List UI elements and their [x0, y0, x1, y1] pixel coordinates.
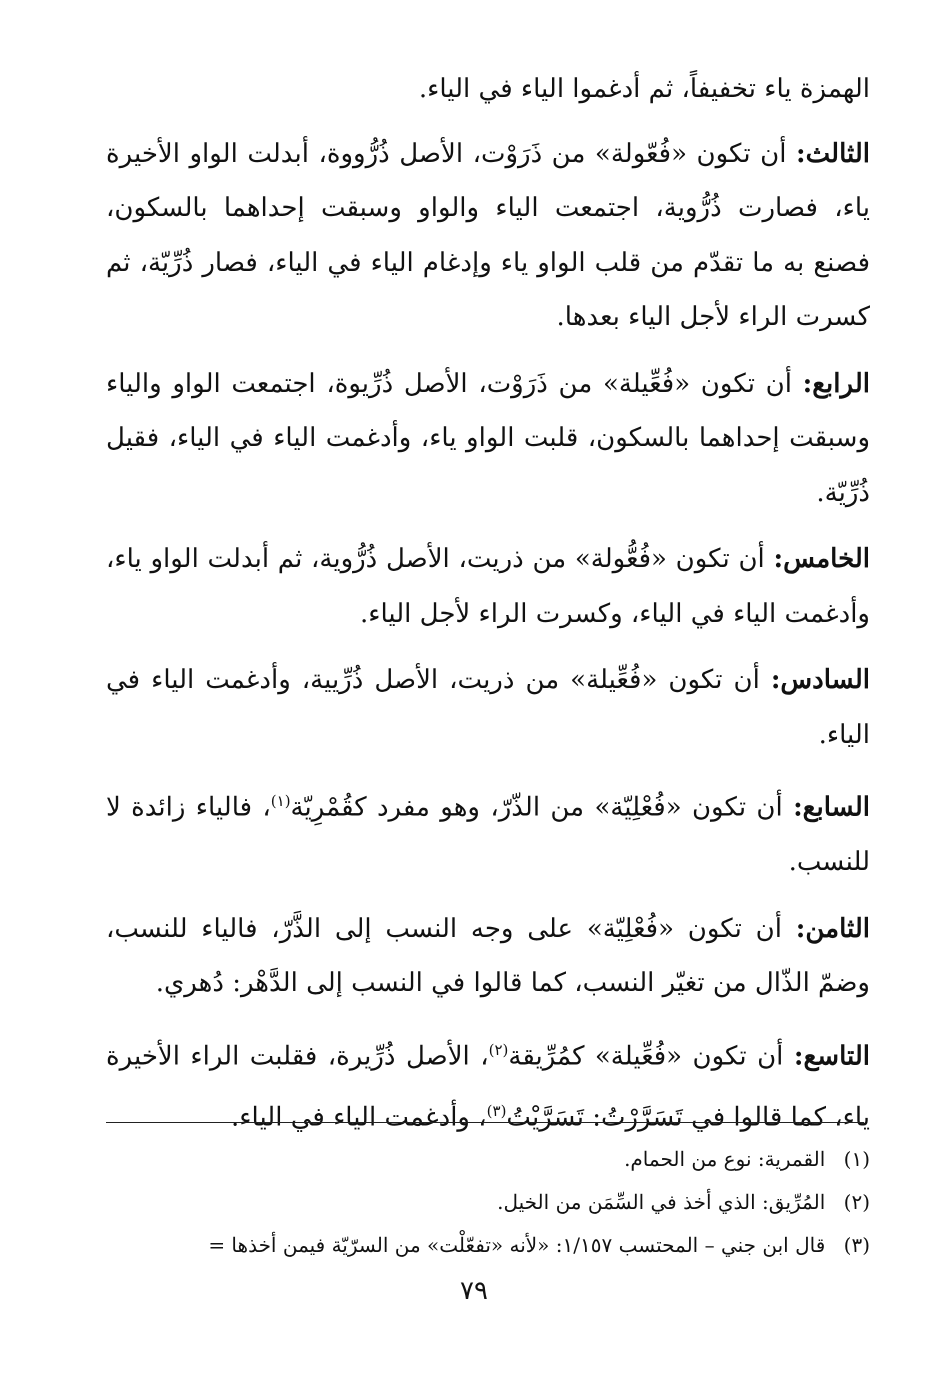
footnote-number: (٣)	[843, 1233, 870, 1257]
paragraph-text: أن تكون «فُعِّيلة» كمُرِّيقة	[508, 1041, 784, 1072]
paragraph-label: السادس:	[770, 665, 870, 695]
paragraph-fifth	[106, 532, 870, 641]
paragraph-text: أن تكون «فُعُّولة» من ذريت، الأصل ذُرُّوية، ثم أبدلت الواو ياء، وأدغمت الياء في الياء، وكسرت الراء لأجل الياء.	[106, 544, 870, 629]
footnote-marker: (١)	[270, 792, 291, 810]
paragraph-text: أن تكون «فُعِّيلة» من ذريت، الأصل ذُرِّيية، وأدغمت الياء في الياء.	[106, 665, 870, 750]
page-number: ٧٩	[460, 1276, 488, 1306]
paragraph-text-middle: ، الأصل ذُرِّيرة، فقلبت الراء الأخيرة ياء، كما قالوا في تَسَرَّرْتُ: تَسَرَّيْتُ	[106, 1041, 870, 1133]
paragraph-third	[106, 127, 870, 345]
paragraph-label: الثالث:	[796, 138, 870, 169]
paragraph-text: الهمزة ياء تخفيفاً، ثم أدغموا الياء في الياء.	[418, 74, 870, 104]
paragraph-label: التاسع:	[793, 1041, 870, 1072]
paragraph-fourth	[106, 357, 870, 521]
paragraph-text: أن تكون «فُعّولة» من ذَرَوْت، الأصل ذُرُّووة، أبدلت الواو الأخيرة ياء، فصارت ذُرُّوية، اجتمعت الياء والواو وسبقت إحداهما بالسكون، فصنع به ما تقدّم من قلب الواو ياء وإدغام الياء في الياء، فصار ذُرِّيّة، ثم كسرت الراء لأجل الياء بعدها.	[106, 138, 870, 332]
main-text	[106, 62, 870, 1157]
footnote-text: القمرية: نوع من الحمام.	[624, 1147, 826, 1171]
paragraph-text-continued: ، وأدغمت الياء في الياء.	[231, 1102, 487, 1133]
footnote-item	[92, 1224, 870, 1267]
paragraph-text: أن تكون «فُعْلِيّة» على وجه النسب إلى الذَّرّ، فالياء للنسب، وضمّ الذّال من تغيّر النسب، كما قالوا في النسب إلى الدَّهْر: دُهري.	[106, 913, 870, 999]
footnote-marker: (٣)	[486, 1101, 507, 1120]
footnote-text: المُرِّيق: الذي أخذ في السِّمَن من الخيل.	[497, 1190, 826, 1214]
paragraph-text: أن تكون «فُعِّيلة» من ذَرَوْت، الأصل ذُرِّيوة، اجتمعت الواو والياء وسبقت إحداهما بالسكون، قلبت الواو ياء، وأدغمت الياء في الياء، فقيل ذُرِّيّة.	[106, 368, 870, 508]
footnotes	[92, 1138, 870, 1267]
footnote-number: (١)	[843, 1147, 870, 1171]
paragraph-text-continued: ، فالياء زائدة لا للنسب.	[106, 792, 870, 878]
footnote-item	[92, 1138, 870, 1181]
footnote-text: قال ابن جني – المحتسب ١/١٥٧: «لأنه «تفعّلْت» من السرّيّة فيمن أخذها =	[208, 1233, 826, 1257]
footnote-number: (٢)	[843, 1190, 870, 1214]
paragraph-ninth	[106, 1023, 870, 1145]
paragraph-sixth	[106, 653, 870, 762]
footnote-divider	[106, 1122, 864, 1123]
paragraph-text: أن تكون «فُعْلِيّة» من الذّرّ، وهو مفرد كقُمْرِيّة	[290, 792, 783, 823]
paragraph-intro	[106, 62, 870, 117]
paragraph-eighth	[106, 902, 870, 1011]
paragraph-label: الرابع:	[802, 368, 870, 399]
paragraph-label: السابع:	[793, 792, 870, 823]
paragraph-label: الثامن:	[795, 913, 871, 944]
paragraph-label: الخامس:	[773, 544, 871, 574]
footnote-marker: (٢)	[488, 1040, 509, 1059]
paragraph-seventh	[106, 774, 870, 890]
footnote-item	[92, 1181, 870, 1224]
